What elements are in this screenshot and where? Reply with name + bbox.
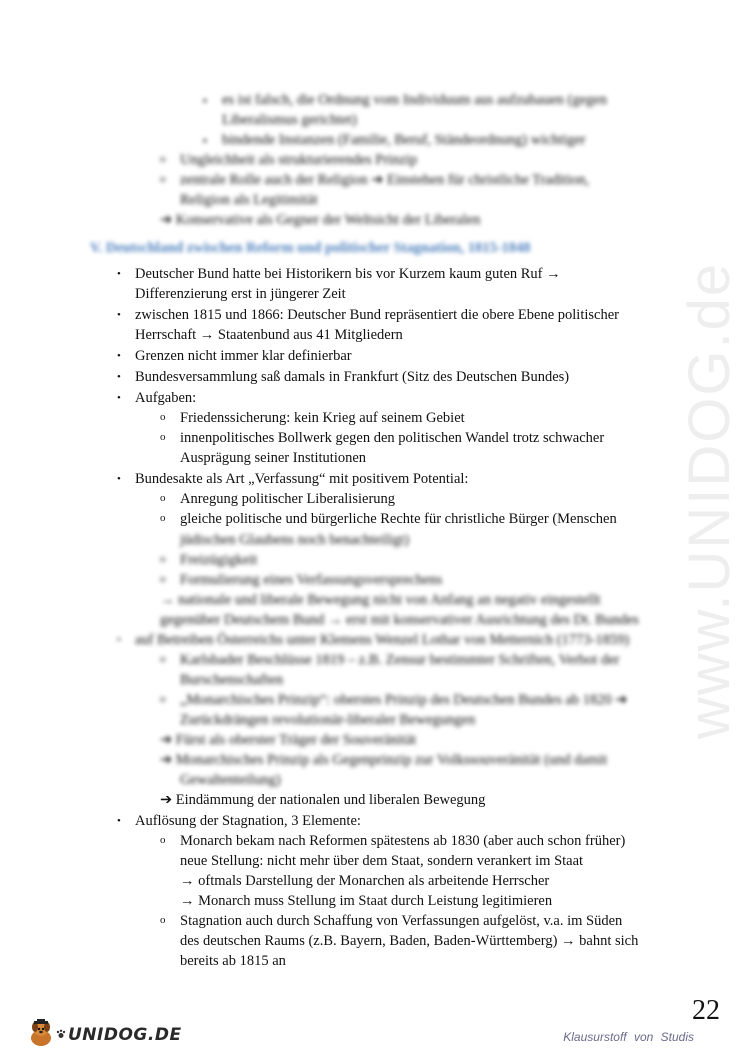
list-item: Freizügigkeit [180, 552, 258, 568]
list-item: → oftmals Darstellung der Monarchen als arbeitende Herrscher [180, 873, 550, 889]
list-item: → Monarch muss Stellung im Staat durch Leistung legitimieren [180, 893, 553, 909]
dog-mascot-icon [26, 1018, 56, 1053]
list-item: innenpolitisches Bollwerk gegen den politischen Wandel trotz schwacher [180, 430, 605, 446]
list-item: Aufgaben: [135, 390, 197, 406]
list-item: es ist falsch, die Ordnung vom Individuum aus aufzubauen (gegen [222, 92, 607, 108]
list-bullet: • [117, 268, 121, 280]
list-item: ➔ Fürst als oberster Träger der Souveränität [160, 732, 417, 748]
list-bullet: o [160, 834, 166, 846]
list-bullet: o [160, 153, 166, 165]
list-item: Stagnation auch durch Schaffung von Verfassungen aufgelöst, v.a. im Süden [180, 913, 623, 929]
list-item: Religion als Legitimität [180, 192, 318, 208]
list-bullet: • [117, 371, 121, 383]
list-item: Auflösung der Stagnation, 3 Elemente: [135, 813, 361, 829]
list-item: → nationale und liberale Bewegung nicht von Anfang an negativ eingestellt [160, 592, 601, 608]
list-item: Herrschaft → Staatenbund aus 41 Mitgliedern [135, 327, 403, 343]
list-bullet: • [117, 634, 121, 646]
list-bullet: ▪ [203, 95, 207, 107]
page-number: 22 [692, 995, 720, 1026]
list-bullet: o [160, 553, 166, 565]
list-bullet: o [160, 411, 166, 423]
list-item: Ausprägung seiner Institutionen [180, 450, 367, 466]
footer-logo [26, 1020, 182, 1050]
list-item: gleiche politische und bürgerliche Rechte für christliche Bürger (Menschen [180, 511, 617, 527]
list-item: zwischen 1815 und 1866: Deutscher Bund repräsentiert die obere Ebene politischer [135, 307, 619, 323]
list-item: Bundesakte als Art „Verfassung“ mit positivem Potential: [135, 471, 469, 487]
list-item: ➔ Monarchisches Prinzip als Gegenprinzip zur Volkssouveränität (und damit [160, 752, 608, 768]
list-bullet: • [117, 309, 121, 321]
list-item: Grenzen nicht immer klar definierbar [135, 348, 352, 364]
section-heading: V. Deutschland zwischen Reform und politischer Stagnation, 1815-1848 [90, 240, 531, 256]
list-bullet: • [117, 392, 121, 404]
list-bullet: o [160, 914, 166, 926]
list-bullet: o [160, 492, 166, 504]
list-bullet: • [117, 350, 121, 362]
list-item: gegenüber Deutschem Bund → erst mit konservativer Ausrichtung des Dt. Bundes [160, 612, 639, 628]
watermark-text: www.UNIDOG.de [677, 261, 743, 739]
list-bullet: o [160, 173, 166, 185]
list-item: Formulierung eines Verfassungsversprechens [180, 572, 443, 588]
list-bullet: ▪ [203, 135, 207, 147]
list-item: Monarch bekam nach Reformen spätestens ab 1830 (aber auch schon früher) [180, 833, 626, 849]
paw-icon [56, 1026, 66, 1044]
list-bullet: o [160, 653, 166, 665]
list-item: Differenzierung erst in jüngerer Zeit [135, 286, 346, 302]
list-item: des deutschen Raums (z.B. Bayern, Baden, Baden-Württemberg) → bahnt sich [180, 933, 639, 949]
list-item: bereits ab 1815 an [180, 953, 286, 969]
list-bullet: o [160, 431, 166, 443]
list-item: ➔ Eindämmung der nationalen und liberalen Bewegung [160, 792, 486, 808]
footer-tagline: Klausurstoff von Studis [563, 1030, 694, 1044]
list-bullet: o [160, 573, 166, 585]
watermark [655, 260, 750, 740]
list-item: „Monarchisches Prinzip“: oberstes Prinzip des Deutschen Bundes ab 1820 ➔ [180, 692, 628, 708]
list-item: neue Stellung: nicht mehr über dem Staat, sondern verankert im Staat [180, 853, 584, 869]
list-item: jüdischen Glaubens noch benachteiligt) [180, 532, 410, 548]
list-item: zentrale Rolle auch der Religion ➔ Einstehen für christliche Tradition, [180, 172, 590, 188]
list-item: Ungleichheit als strukturierendes Prinzip [180, 152, 418, 168]
list-item: ➔ Konservative als Gegner der Weltsicht der Liberalen [160, 212, 481, 228]
list-item: Friedenssicherung: kein Krieg auf seinem Gebiet [180, 410, 465, 426]
list-item: Liberalismus gerichtet) [222, 112, 357, 128]
list-bullet: o [160, 512, 166, 524]
list-item: Anregung politischer Liberalisierung [180, 491, 396, 507]
list-item: Bundesversammlung saß damals in Frankfurt (Sitz des Deutschen Bundes) [135, 369, 570, 385]
list-item: Karlsbader Beschlüsse 1819 – z.B. Zensur bestimmter Schriften, Verbot der [180, 652, 620, 668]
list-bullet: • [117, 473, 121, 485]
list-item: Gewaltenteilung) [180, 772, 281, 788]
logo-text: UNIDOG.DE [68, 1025, 182, 1045]
list-bullet: • [117, 815, 121, 827]
list-bullet: o [160, 693, 166, 705]
list-item: Burschenschaften [180, 672, 284, 688]
list-item: Zurückdrängen revolutionär-liberaler Bewegungen [180, 712, 476, 728]
list-item: bindende Instanzen (Familie, Beruf, Ständeordnung) wichtiger [222, 132, 586, 148]
list-item: Deutscher Bund hatte bei Historikern bis vor Kurzem kaum guten Ruf → [135, 266, 561, 282]
list-item: auf Betreiben Österreichs unter Klemens Wenzel Lothar von Metternich (1773-1859) [135, 632, 630, 648]
